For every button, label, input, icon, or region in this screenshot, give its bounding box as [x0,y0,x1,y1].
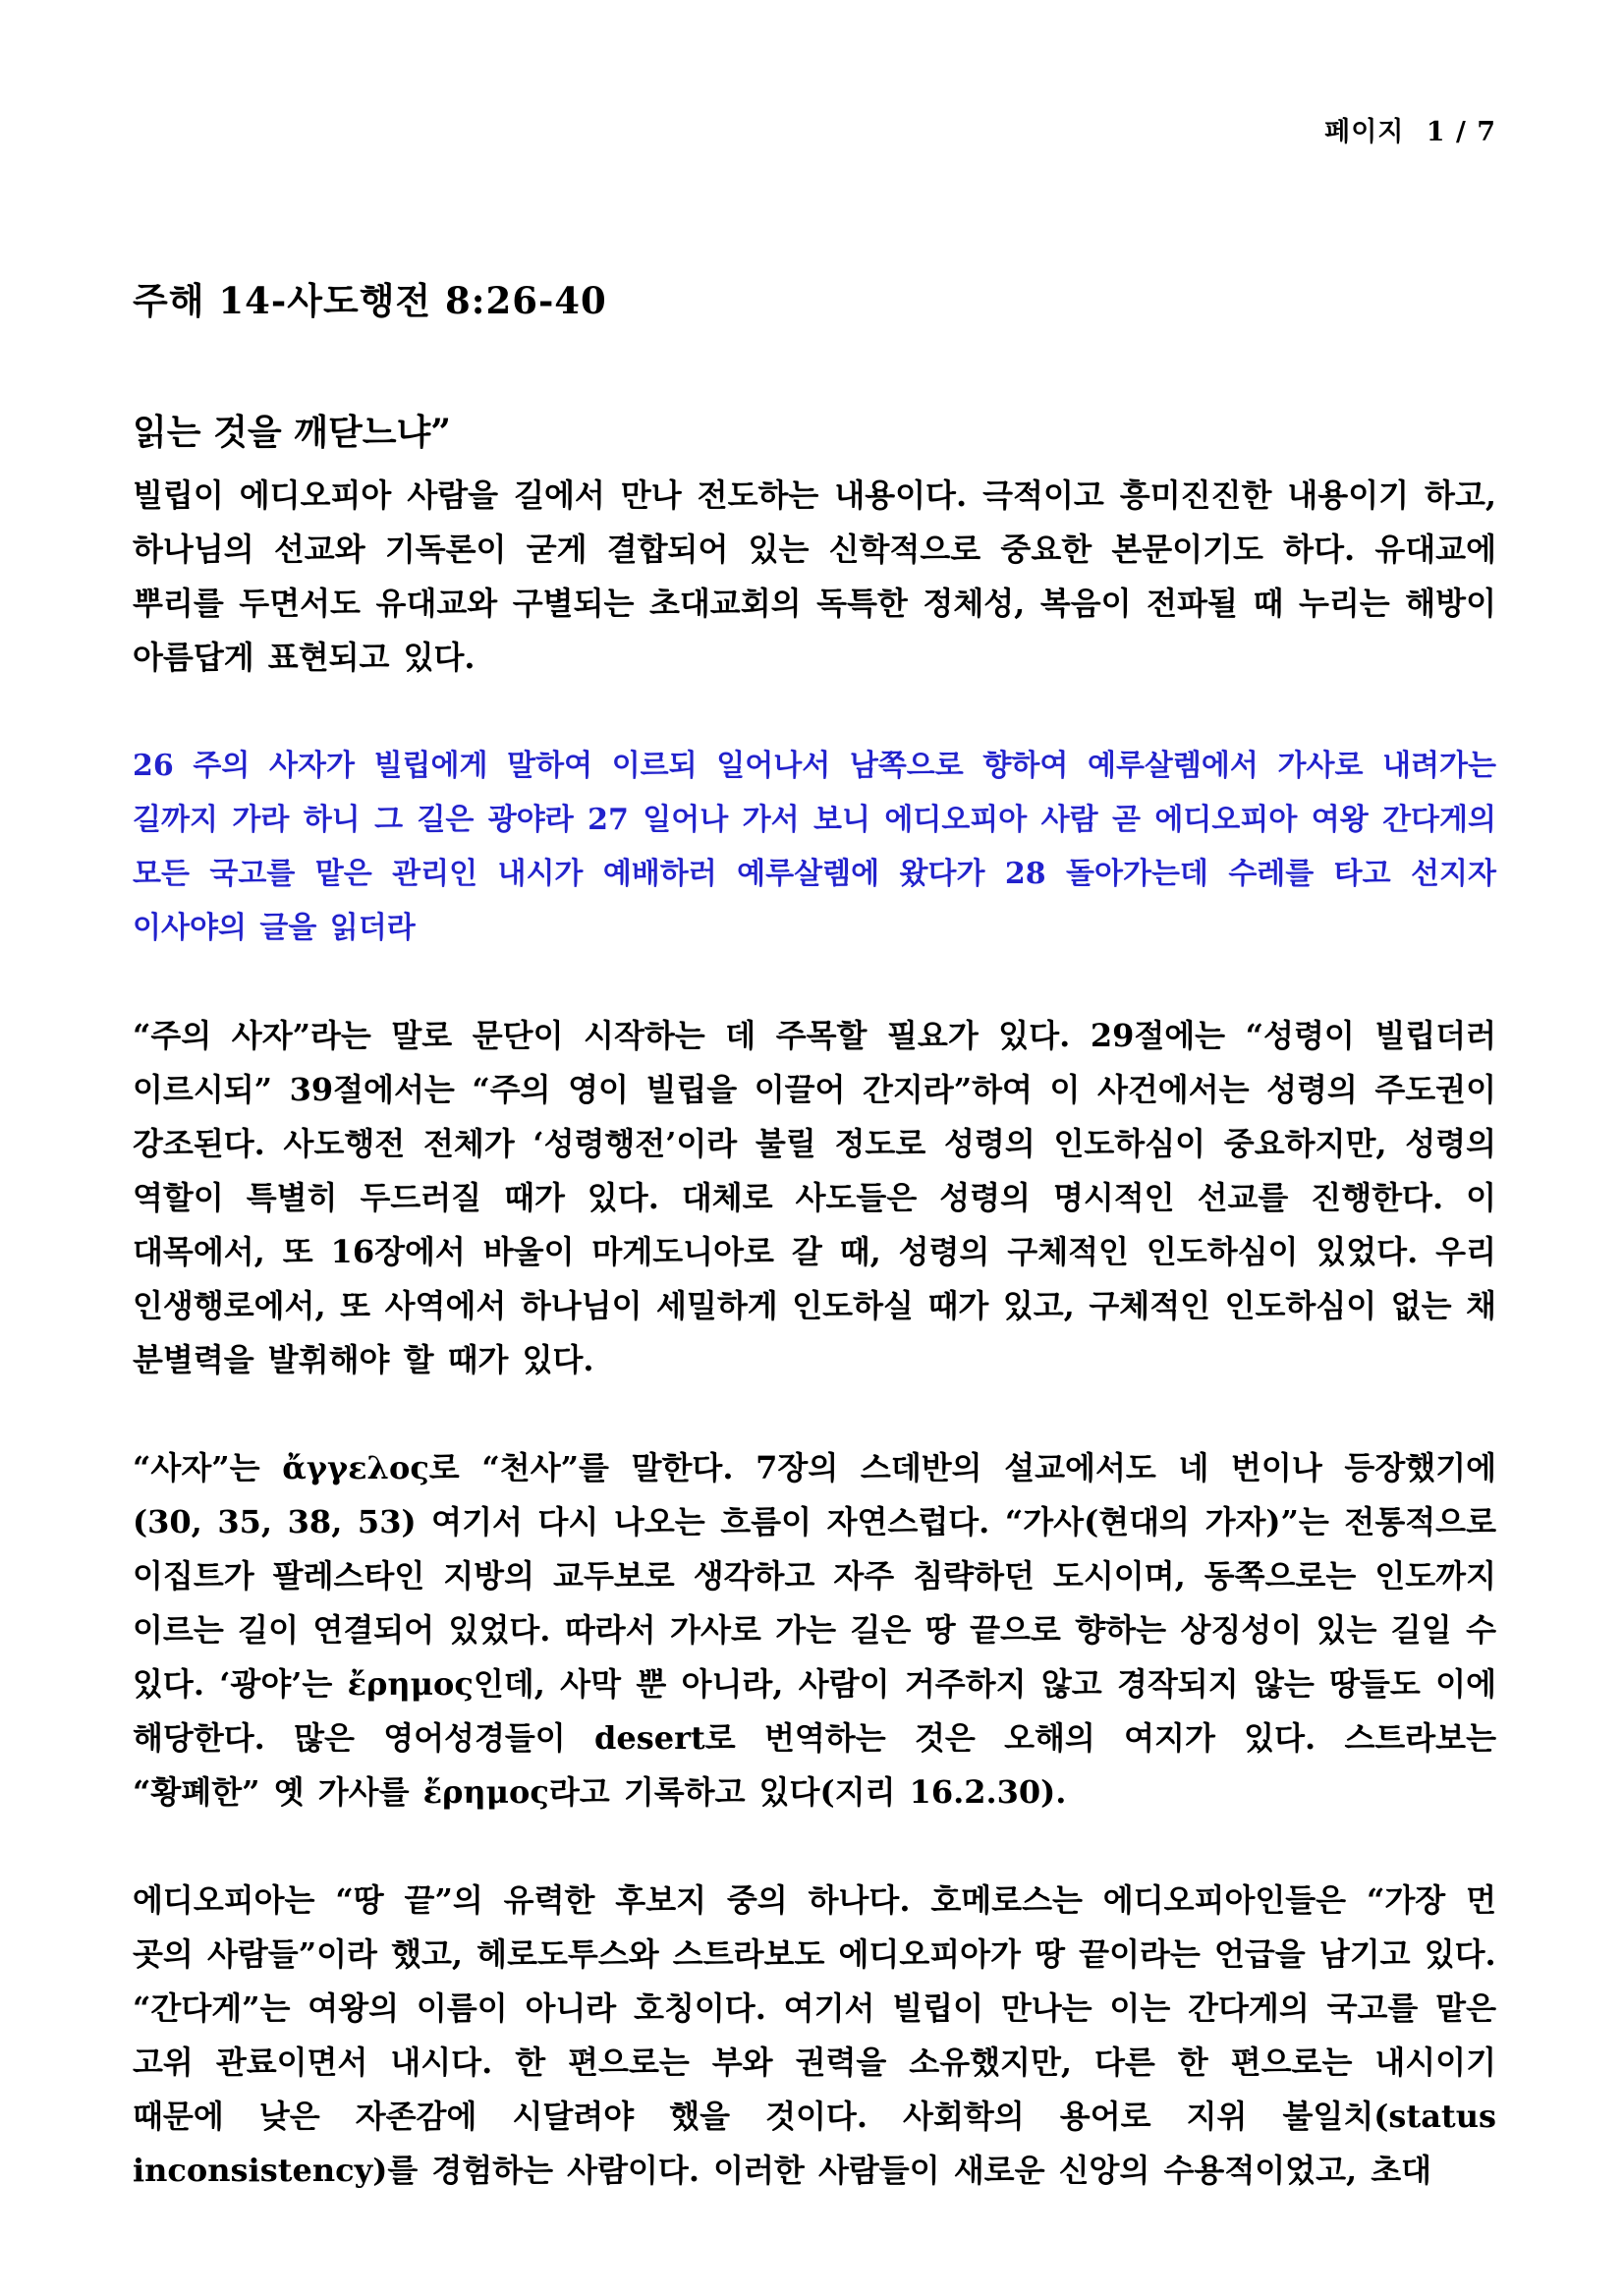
page-number-value: 1 / 7 [1426,117,1496,147]
scripture-quote-acts-8-26-28: 26 주의 사자가 빌립에게 말하여 이르되 일어나서 남쪽으로 향하여 예루살렘에서 가사로 내려가는 길까지 가라 하니 그 길은 광야라 27 일어나 가서 보니 에디오피아 사람 곧 에디오피아 여왕 간다게의 모든 국고를 맡은 관리인 내시가 예배하러 예루살렘에 왔다가 28 돌아가는데 수레를 타고 선지자 이사야의 글을 읽더라 [133,749,1496,945]
commentary-paragraph-candace: “간다게”는 여왕의 이름이 아니라 호칭이다. 여기서 빌립이 만나는 이는 간다게의 국고를 맡은 고위 관료이면서 내시다. 한 편으로는 부와 권력을 소유했지만, 다른 한 편으로는 내시이기 때문에 낮은 자존감에 시달려야 했을 것이다. 사회학의 용어로 지위 불일치(status inconsistency)를 경험하는 사람이다. 이러한 사람들이 새로운 신앙의 수용적이었고, 초대 [133,1989,1496,2189]
intro-paragraph: 빌립이 에디오피아 사람을 길에서 만나 전도하는 내용이다. 극적이고 흥미진진한 내용이기 하고, 하나님의 선교와 기독론이 굳게 결합되어 있는 신학적으로 중요한 본문이기도 하다. 유대교에 뿌리를 두면서도 유대교와 구별되는 초대교회의 독특한 정체성, 복음이 전파될 때 누리는 해방이 아름답게 표현되고 있다. [133,476,1496,676]
section-heading: 읽는 것을 깨닫느냐” [133,412,451,453]
commentary-paragraph-ethiopia: 에디오피아는 “땅 끝”의 유력한 후보지 중의 하나다. 호메로스는 에디오피아인들은 “가장 먼 곳의 사람들”이라 했고, 헤로도투스와 스트라보도 에디오피아가 땅 끝이라는 언급을 남기고 있다. [133,1881,1496,1973]
commentary-paragraph-spirit: “주의 사자”라는 말로 문단이 시작하는 데 주목할 필요가 있다. 29절에는 “성령이 빌립더러 이르시되” 39절에서는 “주의 영이 빌립을 이끌어 간지라”하여 이 사건에서는 성령의 주도권이 강조된다. 사도행전 전체가 ‘성령행전’이라 불릴 정도로 성령의 인도하심이 중요하지만, 성령의 역할이 특별히 두드러질 때가 있다. 대체로 사도들은 성령의 명시적인 선교를 진행한다. 이 대목에서, 또 16장에서 바울이 마게도니아로 갈 때, 성령의 구체적인 인도하심이 있었다. 우리 인생행로에서, 또 사역에서 하나님이 세밀하게 인도하실 때가 있고, 구체적인 인도하심이 없는 채 분별력을 발휘해야 할 때가 있다. [133,1017,1496,1378]
page-number-label: 페이지 [1324,117,1405,147]
commentary-paragraph-angelos-gaza: “사자”는 ἄγγελος로 “천사”를 말한다. 7장의 스데반의 설교에서도 네 번이나 등장했기에 (30, 35, 38, 53) 여기서 다시 나오는 흐름이 자연스럽다. “가사(현대의 가자)”는 전통적으로 이집트가 팔레스타인 지방의 교두보로 생각하고 자주 침략하던 도시이며, 동쪽으로는 인도까지 이르는 길이 연결되어 있었다. 따라서 가사로 가는 길은 땅 끝으로 향하는 상징성이 있는 길일 수 있다. ‘광야’는 ἔρημος인데, 사막 뿐 아니라, 사람이 거주하지 않고 경작되지 않는 땅들도 이에 해당한다. 많은 영어성경들이 desert로 번역하는 것은 오해의 여지가 있다. 스트라보는 “황폐한” 옛 가사를 ἔρημος라고 기록하고 있다(지리 16.2.30). [133,1449,1496,1811]
page-number-indicator [133,110,1496,148]
document-title: 주해 14-사도행전 8:26-40 [133,279,607,322]
